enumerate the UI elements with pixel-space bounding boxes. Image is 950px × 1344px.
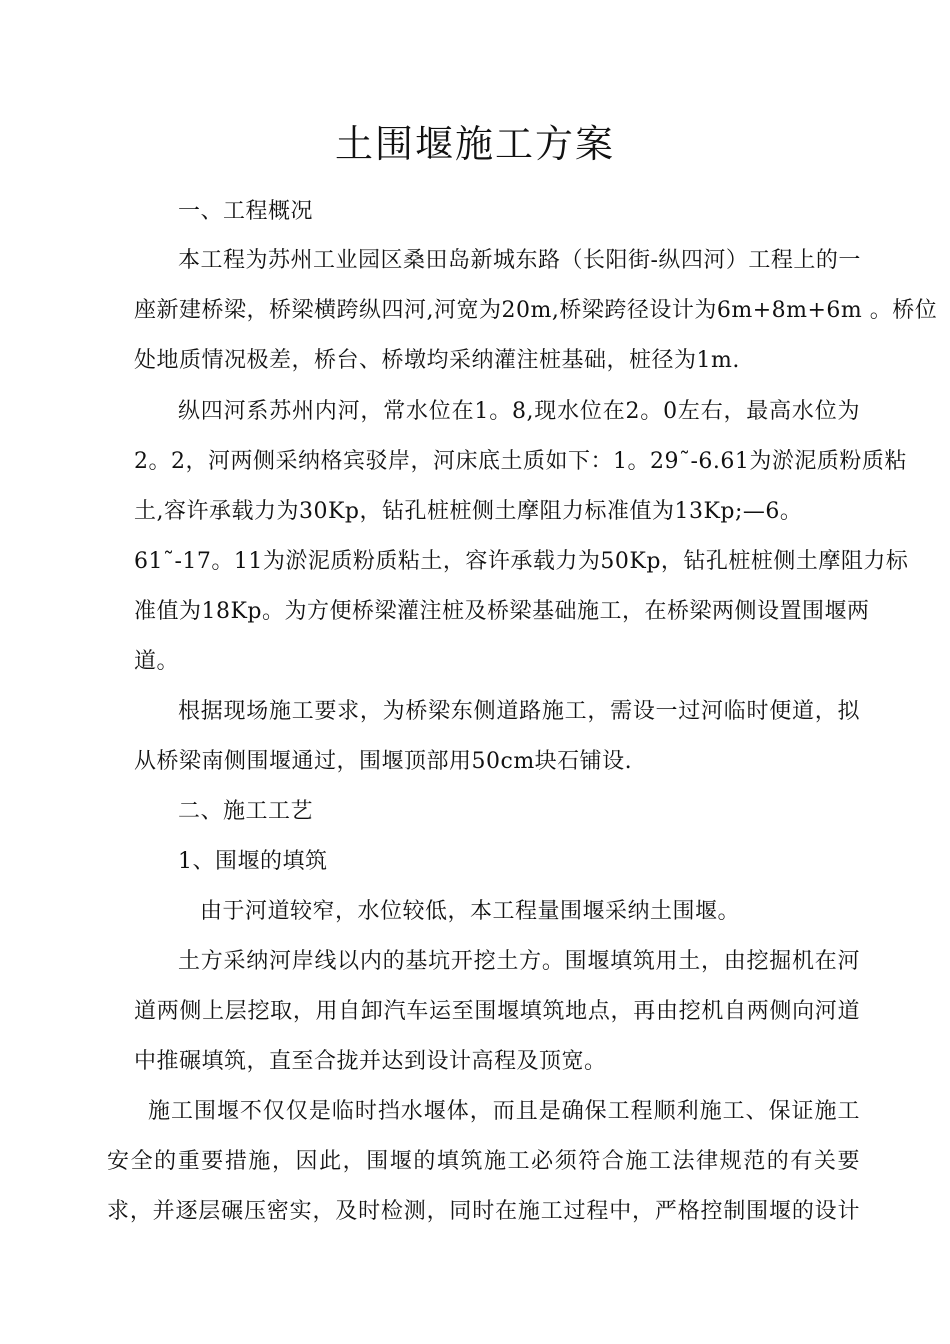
- paragraph-line: 处地质情况极差，桥台、桥墩均采纳灌注桩基础，桩径为1m.: [134, 348, 740, 373]
- paragraph-line: 根据现场施工要求，为桥梁东侧道路施工，需设一过河临时便道，拟: [178, 699, 860, 724]
- paragraph-line: 道。: [134, 649, 180, 674]
- paragraph-line: 61˜-17。11为淤泥质粉质粘土，容许承载力为50Kp，钻孔桩桩侧土摩阻力标: [134, 549, 909, 574]
- paragraph-line: 座新建桥梁，桥梁横跨纵四河,河宽为20m,桥梁跨径设计为6m+8m+6m 。桥位: [134, 298, 938, 323]
- paragraph-line: 2。2，河两侧采纳格宾驳岸，河床底土质如下：1。29˜-6.61为淤泥质粉质粘: [134, 449, 907, 474]
- paragraph-line: 中推碾填筑，直至合拢并达到设计高程及顶宽。: [134, 1049, 607, 1074]
- paragraph-line: 纵四河系苏州内河，常水位在1。8,现水位在2。0左右，最高水位为: [178, 399, 860, 424]
- paragraph-line: 从桥梁南侧围堰通过，围堰顶部用50cm块石铺设.: [134, 749, 633, 774]
- paragraph-line: 安全的重要措施，因此，围堰的填筑施工必须符合施工法律规范的有关要: [107, 1149, 860, 1174]
- page-title: 土围堰施工方案: [334, 122, 615, 166]
- paragraph-line: 求，并逐层碾压密实，及时检测，同时在施工过程中，严格控制围堰的设计: [107, 1199, 860, 1224]
- paragraph-line: 土,容许承载力为30Kp，钻孔桩桩侧土摩阻力标准值为13Kp;—6。: [134, 499, 803, 524]
- paragraph-line: 道两侧上层挖取，用自卸汽车运至围堰填筑地点，再由挖机自两侧向河道: [134, 999, 860, 1024]
- paragraph-line: 准值为18Kp。为方便桥梁灌注桩及桥梁基础施工，在桥梁两侧设置围堰两: [134, 599, 870, 624]
- subsection-heading: 1、围堰的填筑: [178, 849, 328, 874]
- section-heading-overview: 一、工程概况: [178, 199, 314, 224]
- paragraph-line: 施工围堰不仅仅是临时挡水堰体，而且是确保工程顺利施工、保证施工: [148, 1099, 860, 1124]
- paragraph-line: 土方采纳河岸线以内的基坑开挖土方。围堰填筑用土，由挖掘机在河: [178, 949, 860, 974]
- paragraph-line: 由于河道较窄，水位较低，本工程量围堰采纳土围堰。: [200, 899, 741, 924]
- paragraph-line: 本工程为苏州工业园区桑田岛新城东路（长阳街-纵四河）工程上的一: [178, 248, 861, 273]
- section-heading-process: 二、施工工艺: [178, 799, 314, 824]
